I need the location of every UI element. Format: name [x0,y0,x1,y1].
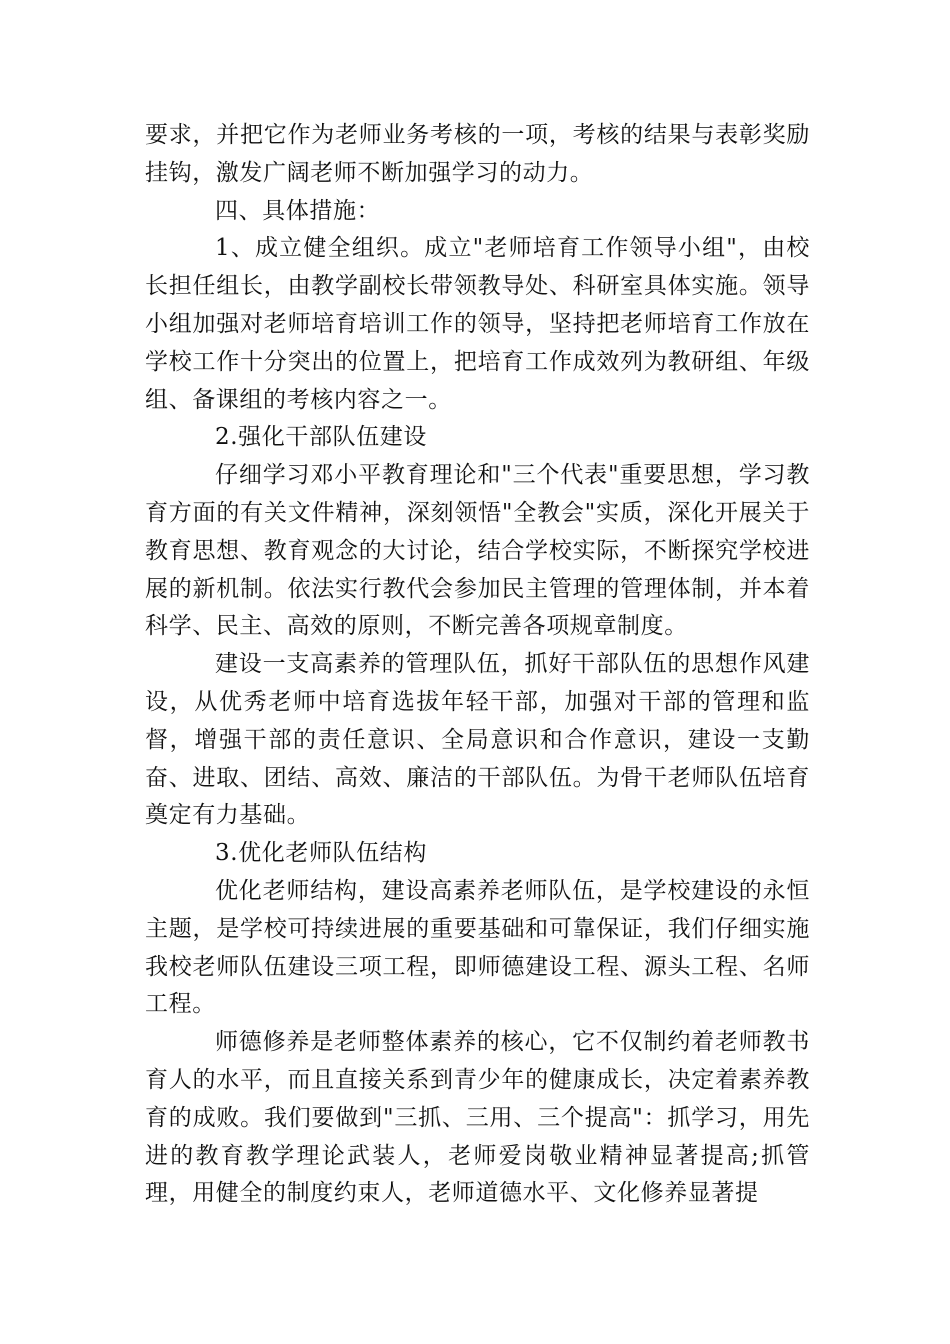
subheading-cadre-building: 2.强化干部队伍建设 [215,424,427,451]
subheading-teacher-structure: 3.优化老师队伍结构 [215,840,427,867]
document-body [145,117,810,1213]
paragraph-theory-study: 仔细学习邓小平教育理论和"三个代表"重要思想，学习教育方面的有关文件精神，深刻领悟"全教会"实质，深化开展关于教育思想、教育观念的大讨论，结合学校实际，不断探究学校进展的新机制。依法实行教代会参加民主管理的管理体制，并本着科学、民主、高效的原则，不断完善各项规章制度。 [145,462,810,640]
paragraph-management-team: 建设一支高素养的管理队伍，抓好干部队伍的思想作风建设，从优秀老师中培育选拔年轻干部，加强对干部的管理和监督，增强干部的责任意识、全局意识和合作意识，建设一支勤奋、进取、团结、高效、廉洁的干部队伍。为骨干老师队伍培育奠定有力基础。 [145,651,810,829]
paragraph-ethics: 师德修养是老师整体素养的核心，它不仅制约着老师教书育人的水平，而且直接关系到青少年的健康成长，决定着素养教育的成败。我们要做到"三抓、三用、三个提高"：抓学习，用先进的教育教学理论武装人，老师爱岗敬业精神显著提高;抓管理，用健全的制度约束人，老师道德水平、文化修养显著提 [145,1029,810,1207]
paragraph-organization: 1、成立健全组织。成立"老师培育工作领导小组"，由校长担任组长，由教学副校长带领教导处、科研室具体实施。领导小组加强对老师培育培训工作的领导，坚持把老师培育工作放在学校工作十分突出的位置上，把培育工作成效列为教研组、年级组、备课组的考核内容之一。 [145,235,810,413]
paragraph-teacher-structure: 优化老师结构，建设高素养老师队伍，是学校建设的永恒主题，是学校可持续进展的重要基础和可靠保证，我们仔细实施我校老师队伍建设三项工程，即师德建设工程、源头工程、名师工程。 [145,877,810,1018]
paragraph-continuation: 要求，并把它作为老师业务考核的一项，考核的结果与表彰奖励挂钩，激发广阔老师不断加强学习的动力。 [145,122,810,186]
section-heading-measures: 四、具体措施： [215,197,381,224]
